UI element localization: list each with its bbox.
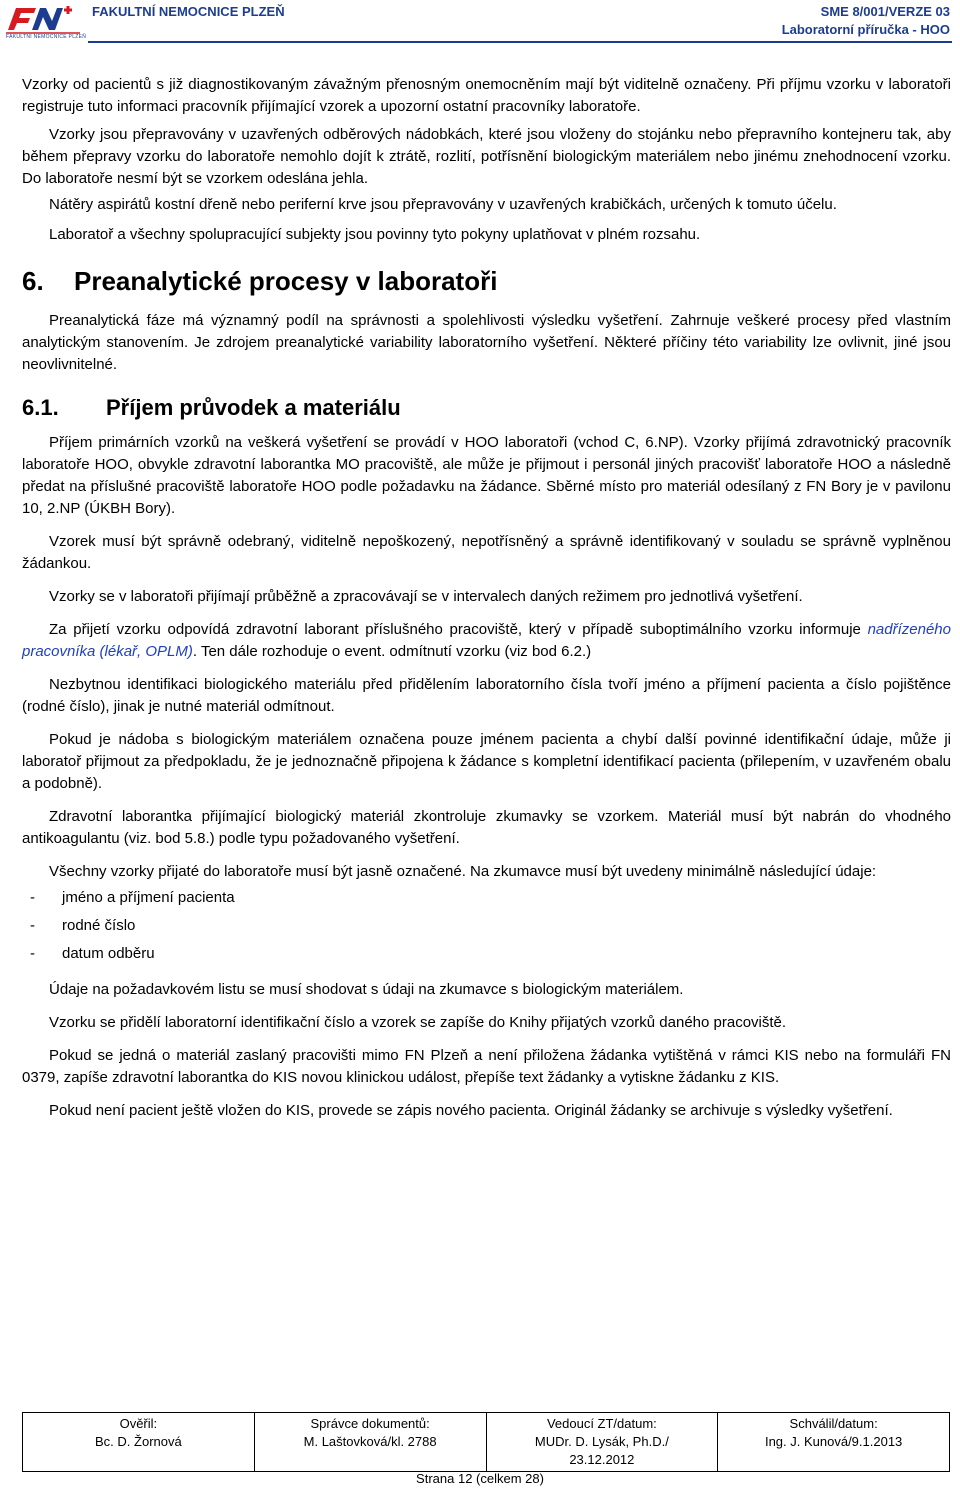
cell-label: Ověřil: (119, 1416, 158, 1431)
list-item (30, 887, 951, 909)
supervisor-link: nadřízeného pracovníka (lékař, OPLM) (22, 621, 951, 660)
cell-value: Bc. D. Žornová (95, 1434, 182, 1449)
paragraph: Údaje na požadavkovém listu se musí shodovat s údaji na zkumavce s biologickým materiálem. (49, 981, 684, 998)
paragraph: Preanalytická fáze má významný podíl na správnosti a spolehlivosti výsledku vyšetření. Zahrnuje veškeré procesy před vlastním analytickým stanovením. Je zdrojem preanalytické variability laboratorního vyšetření. Některé příčiny této variability lze ovlivnit, jiné jsou neovlivnitelné. (22, 312, 951, 373)
logo-caption: FAKULTNÍ NEMOCNICE PLZEŇ (6, 34, 87, 40)
cell-label: Vedoucí ZT/datum: (546, 1416, 657, 1431)
paragraph: Všechny vzorky přijaté do laboratoře musí být jasně označené. Na zkumavce musí být uvedeny minimálně následující údaje: (49, 863, 877, 880)
cell-label: Správce dokumentů: (310, 1416, 430, 1431)
paragraph: Vzorky se v laboratoři přijímají průběžně a zpracovávají se v intervalech daných režimem pro jednotlivá vyšetření. (49, 588, 803, 605)
paragraph: Zdravotní laborantka přijímající biologický materiál zkontroluje zkumavky se vzorkem. Materiál musí být nabrán do vhodného antikoagulantu (viz. bod 5.8.) podle typu požadovaného vyšetření. (22, 808, 951, 847)
paragraph: Laboratoř a všechny spolupracující subjekty jsou povinny tyto pokyny uplatňovat v plném rozsahu. (49, 226, 701, 243)
paragraph: Pokud je nádoba s biologickým materiálem označena pouze jménem pacienta a chybí další povinné identifikační údaje, může ji laboratoř přijmout za předpokladu, že je jednoznačně připojena k žádance s kompletní identifikací pacienta (přilepením, v uzavřeném obalu a podobně). (22, 731, 951, 792)
paragraph: Vzorky jsou přepravovány v uzavřených odběrových nádobkách, které jsou vloženy do stojánku nebo přepravního kontejneru tak, aby během přepravy vzorku do laboratoře nemohlo dojít k ztrátě, rozlití, potřísnění biologickým materiálem nebo jinému znehodnocení vzorku. Do laboratoře nesmí být se vzorkem odeslána jehla. (22, 126, 951, 187)
list-item (30, 943, 951, 965)
section-heading-6-1 (22, 394, 951, 422)
paragraph: Nezbytnou identifikaci biologického materiálu před přidělením laboratorního čísla tvoří jméno a příjmení pacienta a číslo pojištěnce (rodné číslo), jinak je nutné materiál odmítnout. (22, 676, 951, 715)
page-header (0, 0, 960, 46)
document-title: Laboratorní příručka - HOO (781, 22, 950, 37)
page-number: Strana 12 (celkem 28) (416, 1471, 544, 1486)
paragraph (22, 619, 951, 663)
section-title: Preanalytické procesy v laboratoři (74, 266, 498, 296)
cell-value: MUDr. D. Lysák, Ph.D./ (534, 1434, 669, 1449)
section-number: 6.1. (22, 395, 59, 420)
paragraph: Nátěry aspirátů kostní dřeně nebo periferní krve jsou přepravovány v uzavřených krabičkách, určených k tomuto účelu. (49, 196, 837, 213)
section-heading-6 (22, 266, 951, 296)
approval-table (22, 1412, 950, 1472)
document-id: SME 8/001/VERZE 03 (820, 4, 950, 19)
list-item-text: rodné číslo (62, 917, 136, 934)
required-data-list (30, 887, 951, 965)
paragraph: Vzorku se přidělí laboratorní identifikační číslo a vzorek se zapíše do Knihy přijatých vzorků daného pracoviště. (49, 1014, 787, 1031)
list-item-text: datum odběru (62, 945, 155, 962)
cell-value: M. Laštovková/kl. 2788 (303, 1434, 437, 1449)
paragraph: Příjem primárních vzorků na veškerá vyšetření se provádí v HOO laboratoři (vchod C, 6.NP). Vzorky přijímá zdravotnický pracovník laboratoře HOO, obvykle zdravotní laborantka MO pracoviště, ale může je přijmout i personál jiných pracovišť laboratoře HOO a následně předat na příslušné pracoviště laboratoře HOO podle požadavku na žádance. Sběrné místo pro materiál odesílaný z FN Bory je v pavilonu 10, 2.NP (ÚKBH Bory). (22, 434, 951, 517)
section-title: Příjem průvodek a materiálu (106, 395, 401, 420)
section-number: 6. (22, 266, 44, 296)
cell-label: Schválil/datum: (789, 1416, 878, 1431)
approval-cell-head (486, 1413, 718, 1472)
paragraph: Pokud není pacient ještě vložen do KIS, provede se zápis nového pacienta. Originál žádanky se archivuje s výsledky vyšetření. (49, 1102, 893, 1119)
list-item (30, 915, 951, 937)
list-dash: - (30, 945, 35, 962)
paragraph: Pokud se jedná o materiál zaslaný pracovišti mimo FN Plzeň a není přiložena žádanka vytištěná v rámci KIS nebo na formuláři FN 0379, zapíše zdravotní laborantka do KIS novou klinickou událost, přepíše text žádanky a vytiskne žádanku z KIS. (22, 1047, 951, 1086)
cell-value-date: 23.12.2012 (569, 1452, 635, 1467)
list-item-text: jméno a příjmení pacienta (62, 889, 235, 906)
paragraph: Vzorek musí být správně odebraný, viditelně nepoškozený, nepotřísněný a správně identifikovaný v souladu se správně vyplněnou žádankou. (22, 533, 951, 572)
approval-cell-approved (718, 1413, 950, 1472)
list-dash: - (30, 917, 35, 934)
cell-value: Ing. J. Kunová/9.1.2013 (764, 1434, 903, 1449)
document-body (22, 74, 951, 1133)
header-divider (88, 41, 952, 43)
list-dash: - (30, 889, 35, 906)
approval-cell-doc-admin (254, 1413, 486, 1472)
hospital-name: FAKULTNÍ NEMOCNICE PLZEŇ (92, 4, 285, 19)
paragraph-text: Za přijetí vzorku odpovídá zdravotní laborant příslušného pracoviště, který v případě suboptimálního vzorku informuje (49, 621, 868, 638)
paragraph: Vzorky od pacientů s již diagnostikovaným závažným přenosným onemocněním mají být viditelně označeny. Při příjmu vzorku v laboratoři registruje tuto informaci pracovník přijímající vzorek a upozorní ostatní pracovníky laboratoře. (22, 76, 951, 115)
paragraph-text: . Ten dále rozhoduje o event. odmítnutí vzorku (viz bod 6.2.) (192, 643, 592, 660)
approval-cell-verified (23, 1413, 255, 1472)
